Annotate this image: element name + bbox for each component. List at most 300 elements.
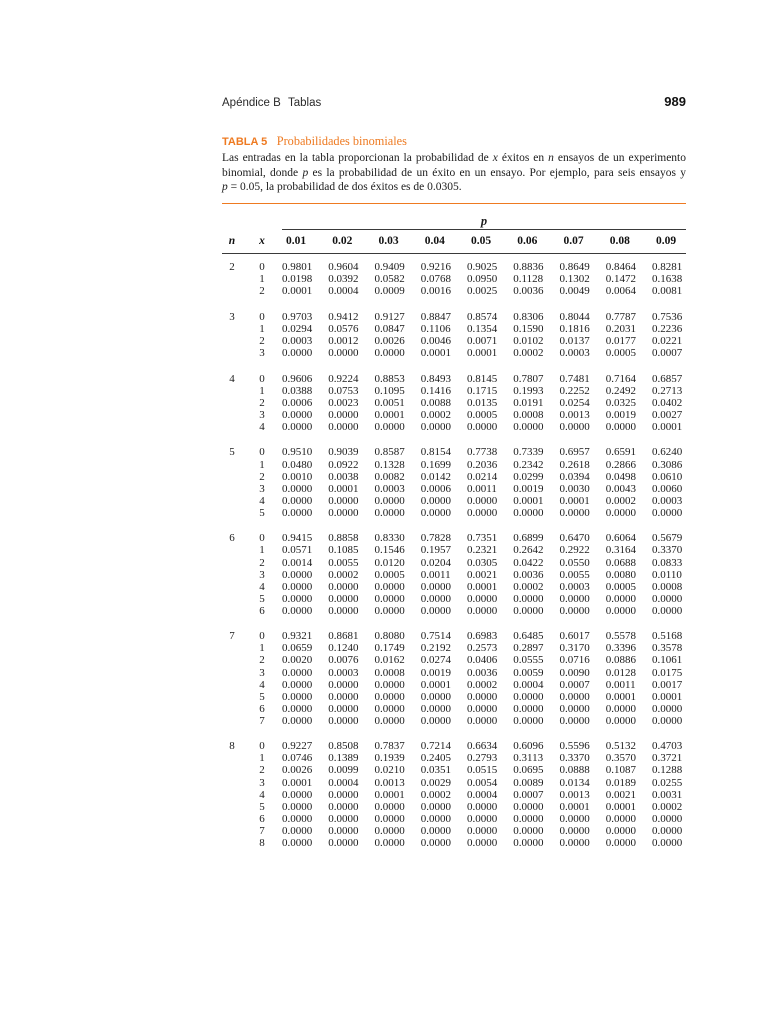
probability-cell: 0.0000 [559, 420, 590, 433]
probability-cell: 0.0000 [420, 420, 451, 433]
table-row [222, 495, 686, 507]
probability-cell: 0.0031 [652, 788, 683, 801]
intro-line [222, 151, 686, 166]
probability-cell: 0.0000 [420, 690, 451, 703]
probability-cell: 0.0023 [328, 396, 359, 409]
probability-cell: 0.6983 [467, 630, 498, 643]
probability-cell: 0.0000 [652, 824, 683, 837]
probability-cell: 0.0000 [605, 702, 636, 715]
n-cell [222, 825, 242, 837]
probability-cell: 0.0090 [559, 666, 590, 679]
table-row [222, 581, 686, 593]
table-row [222, 446, 686, 458]
probability-cell: 0.0000 [467, 714, 498, 727]
probability-cell: 0.0950 [467, 273, 498, 286]
probability-cell: 0.0255 [652, 776, 683, 789]
probability-cell: 0.0054 [467, 776, 498, 789]
probability-cell: 0.8587 [374, 446, 405, 459]
probability-cell: 0.0746 [282, 752, 313, 765]
probability-cell: 0.0299 [513, 470, 544, 483]
x-cell: 2 [259, 556, 265, 569]
probability-cell: 0.0000 [420, 580, 451, 593]
probability-cell: 0.0001 [513, 494, 544, 507]
probability-cell: 0.0003 [652, 494, 683, 507]
column-header-n: n [228, 235, 236, 247]
probability-cell: 0.0000 [282, 836, 313, 849]
probability-cell: 0.0392 [328, 273, 359, 286]
probability-cell: 0.3164 [605, 544, 636, 557]
x-cell: 2 [259, 334, 265, 347]
accent-rule [222, 203, 686, 204]
probability-cell: 0.0007 [652, 346, 683, 359]
n-cell [222, 323, 242, 335]
probability-cell: 0.1087 [605, 764, 636, 777]
intro-variable: n [548, 152, 554, 164]
probability-cell: 0.1699 [420, 458, 451, 471]
probability-cell: 0.0000 [282, 690, 313, 703]
probability-cell: 0.0000 [282, 714, 313, 727]
probability-cell: 0.2031 [605, 322, 636, 335]
probability-cell: 0.0000 [374, 506, 405, 519]
probability-cell: 0.0049 [559, 285, 590, 298]
probability-cell: 0.0001 [328, 482, 359, 495]
probability-cell: 0.1302 [559, 273, 590, 286]
table-row [222, 837, 686, 849]
probability-cell: 0.3086 [652, 458, 683, 471]
table-row [222, 703, 686, 715]
probability-cell: 0.0002 [420, 788, 451, 801]
probability-cell: 0.0000 [374, 494, 405, 507]
probability-cell: 0.0001 [282, 285, 313, 298]
n-cell [222, 581, 242, 593]
probability-cell: 0.2036 [467, 458, 498, 471]
running-head-title: Tablas [288, 97, 322, 109]
table-group [222, 446, 686, 518]
x-cell: 0 [259, 372, 265, 385]
probability-cell: 0.0080 [605, 568, 636, 581]
table-row [222, 507, 686, 519]
table-group [222, 311, 686, 359]
probability-cell: 0.0833 [652, 556, 683, 569]
n-cell [222, 801, 242, 813]
n-cell [222, 557, 242, 569]
probability-cell: 0.0888 [559, 764, 590, 777]
probability-cell: 0.0011 [420, 568, 451, 581]
n-cell [222, 347, 242, 359]
table-row [222, 532, 686, 544]
probability-cell: 0.0204 [420, 556, 451, 569]
column-header-p: 0.07 [563, 235, 584, 247]
probability-cell: 0.1085 [328, 544, 359, 557]
probability-cell: 0.1095 [374, 384, 405, 397]
probability-cell: 0.0005 [467, 408, 498, 421]
probability-cell: 0.0000 [513, 812, 544, 825]
probability-cell: 0.0001 [559, 494, 590, 507]
probability-cell: 0.0012 [328, 334, 359, 347]
probability-cell: 0.0000 [374, 592, 405, 605]
probability-cell: 0.0000 [328, 494, 359, 507]
probability-cell: 0.8858 [328, 532, 359, 545]
probability-cell: 0.0000 [420, 604, 451, 617]
probability-cell: 0.0000 [420, 800, 451, 813]
probability-cell: 0.8154 [420, 446, 451, 459]
probability-cell: 0.7351 [467, 532, 498, 545]
probability-cell: 0.9227 [282, 740, 313, 753]
probability-cell: 0.0000 [282, 592, 313, 605]
probability-cell: 0.0128 [605, 666, 636, 679]
probability-cell: 0.0000 [328, 408, 359, 421]
probability-cell: 0.0000 [328, 420, 359, 433]
probability-cell: 0.2573 [467, 642, 498, 655]
probability-cell: 0.2713 [652, 384, 683, 397]
probability-cell: 0.0001 [420, 346, 451, 359]
probability-cell: 0.1288 [652, 764, 683, 777]
x-cell: 0 [259, 532, 265, 545]
probability-cell: 0.0515 [467, 764, 498, 777]
probability-cell: 0.0000 [467, 800, 498, 813]
probability-cell: 0.0000 [559, 592, 590, 605]
probability-cell: 0.0189 [605, 776, 636, 789]
x-cell: 3 [259, 568, 265, 581]
probability-cell: 0.0274 [420, 654, 451, 667]
table-row [222, 347, 686, 359]
probability-cell: 0.0004 [467, 788, 498, 801]
x-cell: 1 [259, 752, 265, 765]
table-row [222, 385, 686, 397]
probability-cell: 0.0000 [328, 506, 359, 519]
probability-cell: 0.0000 [282, 824, 313, 837]
probability-cell: 0.0014 [282, 556, 313, 569]
probability-cell: 0.0059 [513, 666, 544, 679]
probability-cell: 0.3396 [605, 642, 636, 655]
n-cell [222, 679, 242, 691]
probability-cell: 0.0498 [605, 470, 636, 483]
probability-cell: 0.5578 [605, 630, 636, 643]
probability-cell: 0.0001 [605, 800, 636, 813]
probability-cell: 0.0000 [282, 346, 313, 359]
probability-cell: 0.0480 [282, 458, 313, 471]
x-cell: 3 [259, 482, 265, 495]
probability-cell: 0.0000 [513, 824, 544, 837]
probability-cell: 0.0000 [559, 812, 590, 825]
probability-cell: 0.3578 [652, 642, 683, 655]
probability-cell: 0.0000 [374, 678, 405, 691]
table-title [222, 133, 686, 149]
n-cell [222, 789, 242, 801]
probability-cell: 0.8836 [513, 261, 544, 273]
table-row [222, 605, 686, 617]
intro-text: éxitos en [497, 152, 549, 164]
probability-cell: 0.0210 [374, 764, 405, 777]
x-cell: 0 [259, 446, 265, 459]
x-cell: 8 [259, 836, 265, 849]
table-row [222, 593, 686, 605]
probability-cell: 0.0000 [467, 690, 498, 703]
column-header-p: 0.03 [378, 235, 399, 247]
probability-cell: 0.0688 [605, 556, 636, 569]
table-row [222, 459, 686, 471]
probability-cell: 0.0000 [652, 714, 683, 727]
n-cell [222, 569, 242, 581]
probability-cell: 0.9025 [467, 261, 498, 273]
n-cell [222, 507, 242, 519]
probability-cell: 0.6634 [467, 740, 498, 753]
p-column-group-label: p [480, 214, 488, 228]
probability-cell: 0.0191 [513, 396, 544, 409]
probability-cell: 0.1416 [420, 384, 451, 397]
probability-cell: 0.0571 [282, 544, 313, 557]
probability-cell: 0.0000 [513, 714, 544, 727]
probability-cell: 0.0004 [513, 678, 544, 691]
probability-cell: 0.0175 [652, 666, 683, 679]
x-cell: 5 [259, 690, 265, 703]
probability-cell: 0.0388 [282, 384, 313, 397]
probability-cell: 0.0768 [420, 273, 451, 286]
probability-cell: 0.0003 [559, 580, 590, 593]
probability-cell: 0.7828 [420, 532, 451, 545]
probability-cell: 0.0055 [328, 556, 359, 569]
probability-cell: 0.0000 [467, 702, 498, 715]
n-cell [222, 667, 242, 679]
n-cell [222, 837, 242, 849]
probability-cell: 0.1389 [328, 752, 359, 765]
probability-cell: 0.9216 [420, 261, 451, 273]
probability-cell: 0.0000 [559, 690, 590, 703]
x-cell: 3 [259, 408, 265, 421]
probability-cell: 0.0019 [513, 482, 544, 495]
probability-cell: 0.2793 [467, 752, 498, 765]
probability-cell: 0.0550 [559, 556, 590, 569]
x-cell: 0 [259, 740, 265, 753]
column-header-p: 0.05 [471, 235, 492, 247]
probability-cell: 0.0099 [328, 764, 359, 777]
probability-cell: 0.6591 [605, 446, 636, 459]
table-row [222, 261, 686, 273]
probability-cell: 0.1061 [652, 654, 683, 667]
probability-cell: 0.0000 [513, 604, 544, 617]
table-row [222, 801, 686, 813]
probability-cell: 0.0003 [559, 346, 590, 359]
probability-cell: 0.0036 [467, 666, 498, 679]
probability-cell: 0.0000 [513, 690, 544, 703]
column-header-p: 0.08 [609, 235, 630, 247]
probability-cell: 0.0000 [374, 702, 405, 715]
probability-cell: 0.0305 [467, 556, 498, 569]
probability-cell: 0.0162 [374, 654, 405, 667]
probability-cell: 0.8681 [328, 630, 359, 643]
probability-cell: 0.0000 [282, 666, 313, 679]
probability-cell: 0.0051 [374, 396, 405, 409]
table-row [222, 630, 686, 642]
probability-cell: 0.3721 [652, 752, 683, 765]
n-cell [222, 691, 242, 703]
probability-cell: 0.0000 [513, 836, 544, 849]
n-cell [222, 715, 242, 727]
probability-cell: 0.0000 [467, 592, 498, 605]
probability-cell: 0.2236 [652, 322, 683, 335]
table-row [222, 752, 686, 764]
probability-cell: 0.0000 [605, 812, 636, 825]
probability-cell: 0.0055 [559, 568, 590, 581]
probability-cell: 0.0254 [559, 396, 590, 409]
probability-cell: 0.0001 [420, 678, 451, 691]
intro-text: = 0.05, la probabilidad de dos éxitos es de 0.0305. [227, 181, 462, 193]
probability-cell: 0.0000 [420, 824, 451, 837]
probability-cell: 0.0102 [513, 334, 544, 347]
probability-cell: 0.0000 [467, 604, 498, 617]
probability-cell: 0.8330 [374, 532, 405, 545]
table-row [222, 569, 686, 581]
x-cell: 6 [259, 604, 265, 617]
probability-cell: 0.0000 [282, 788, 313, 801]
n-cell [222, 273, 242, 285]
table-row [222, 740, 686, 752]
x-cell: 5 [259, 800, 265, 813]
table-group [222, 532, 686, 616]
probability-cell: 0.0000 [467, 420, 498, 433]
x-cell: 1 [259, 544, 265, 557]
probability-cell: 0.0000 [605, 592, 636, 605]
probability-cell: 0.5168 [652, 630, 683, 643]
probability-cell: 0.0027 [652, 408, 683, 421]
probability-cell: 0.0000 [328, 824, 359, 837]
column-header-p: 0.02 [332, 235, 353, 247]
probability-cell: 0.0716 [559, 654, 590, 667]
probability-cell: 0.0000 [374, 580, 405, 593]
probability-cell: 0.0002 [467, 678, 498, 691]
n-cell [222, 421, 242, 433]
x-cell: 3 [259, 666, 265, 679]
probability-cell: 0.1749 [374, 642, 405, 655]
probability-cell: 0.0142 [420, 470, 451, 483]
probability-cell: 0.0016 [420, 285, 451, 298]
probability-cell: 0.6240 [652, 446, 683, 459]
table-row [222, 789, 686, 801]
table-group [222, 630, 686, 726]
x-cell: 1 [259, 458, 265, 471]
table-row [222, 273, 686, 285]
probability-cell: 0.0221 [652, 334, 683, 347]
probability-cell: 0.0019 [605, 408, 636, 421]
probability-cell: 0.0001 [652, 690, 683, 703]
probability-cell: 0.0000 [652, 812, 683, 825]
probability-cell: 0.8493 [420, 372, 451, 385]
probability-cell: 0.0555 [513, 654, 544, 667]
probability-cell: 0.7738 [467, 446, 498, 459]
probability-cell: 0.6096 [513, 740, 544, 753]
probability-cell: 0.0000 [513, 420, 544, 433]
probability-cell: 0.8306 [513, 310, 544, 323]
table-row [222, 777, 686, 789]
probability-cell: 0.0081 [652, 285, 683, 298]
probability-cell: 0.0013 [559, 788, 590, 801]
probability-cell: 0.0000 [420, 506, 451, 519]
probability-cell: 0.0036 [513, 285, 544, 298]
probability-cell: 0.2922 [559, 544, 590, 557]
probability-cell: 0.2405 [420, 752, 451, 765]
probability-cell: 0.8649 [559, 261, 590, 273]
probability-cell: 0.0922 [328, 458, 359, 471]
probability-cell: 0.0011 [467, 482, 497, 495]
probability-cell: 0.0294 [282, 322, 313, 335]
probability-cell: 0.0076 [328, 654, 359, 667]
probability-cell: 0.8145 [467, 372, 498, 385]
x-cell: 7 [259, 824, 265, 837]
probability-cell: 0.0000 [374, 836, 405, 849]
probability-cell: 0.0000 [282, 408, 313, 421]
probability-cell: 0.0582 [374, 273, 405, 286]
n-cell [222, 605, 242, 617]
probability-cell: 0.5596 [559, 740, 590, 753]
table-row [222, 691, 686, 703]
probability-cell: 0.0030 [559, 482, 590, 495]
probability-cell: 0.0000 [605, 604, 636, 617]
table-row [222, 715, 686, 727]
probability-cell: 0.2492 [605, 384, 636, 397]
table-row [222, 471, 686, 483]
probability-cell: 0.1638 [652, 273, 683, 286]
probability-cell: 0.3370 [559, 752, 590, 765]
probability-cell: 0.0000 [282, 604, 313, 617]
probability-cell: 0.0000 [420, 592, 451, 605]
probability-cell: 0.9409 [374, 261, 405, 273]
probability-cell: 0.0000 [652, 506, 683, 519]
table-header-row [222, 235, 686, 247]
table-row [222, 335, 686, 347]
probability-cell: 0.7536 [652, 310, 683, 323]
probability-cell: 0.0000 [467, 824, 498, 837]
x-cell: 4 [259, 678, 265, 691]
p-header-rule [282, 229, 686, 230]
probability-cell: 0.0000 [420, 494, 451, 507]
x-cell: 6 [259, 812, 265, 825]
x-cell: 3 [259, 776, 265, 789]
probability-cell: 0.9703 [282, 310, 313, 323]
n-cell [222, 813, 242, 825]
probability-cell: 0.0134 [559, 776, 590, 789]
probability-cell: 0.0025 [467, 285, 498, 298]
probability-cell: 0.0089 [513, 776, 544, 789]
probability-cell: 0.0019 [420, 666, 451, 679]
probability-cell: 0.0002 [513, 346, 544, 359]
x-cell: 4 [259, 788, 265, 801]
probability-cell: 0.1240 [328, 642, 359, 655]
probability-cell: 0.0000 [467, 836, 498, 849]
probability-cell: 0.0000 [605, 420, 636, 433]
probability-cell: 0.0576 [328, 322, 359, 335]
probability-cell: 0.6957 [559, 446, 590, 459]
n-cell: 5 [229, 446, 235, 459]
probability-cell: 0.0000 [328, 702, 359, 715]
probability-cell: 0.0006 [420, 482, 451, 495]
x-cell: 1 [259, 322, 265, 335]
probability-cell: 0.0002 [420, 408, 451, 421]
probability-cell: 0.8080 [374, 630, 405, 643]
probability-cell: 0.0135 [467, 396, 498, 409]
probability-cell: 0.1715 [467, 384, 498, 397]
probability-cell: 0.0394 [559, 470, 590, 483]
probability-cell: 0.1472 [605, 273, 636, 286]
probability-cell: 0.9039 [328, 446, 359, 459]
probability-cell: 0.0006 [282, 396, 313, 409]
probability-cell: 0.2252 [559, 384, 590, 397]
probability-cell: 0.0000 [374, 346, 405, 359]
probability-cell: 0.0000 [559, 714, 590, 727]
column-header-x: x [259, 235, 265, 247]
probability-cell: 0.0000 [605, 836, 636, 849]
probability-cell: 0.0001 [467, 580, 498, 593]
probability-cell: 0.0008 [513, 408, 544, 421]
